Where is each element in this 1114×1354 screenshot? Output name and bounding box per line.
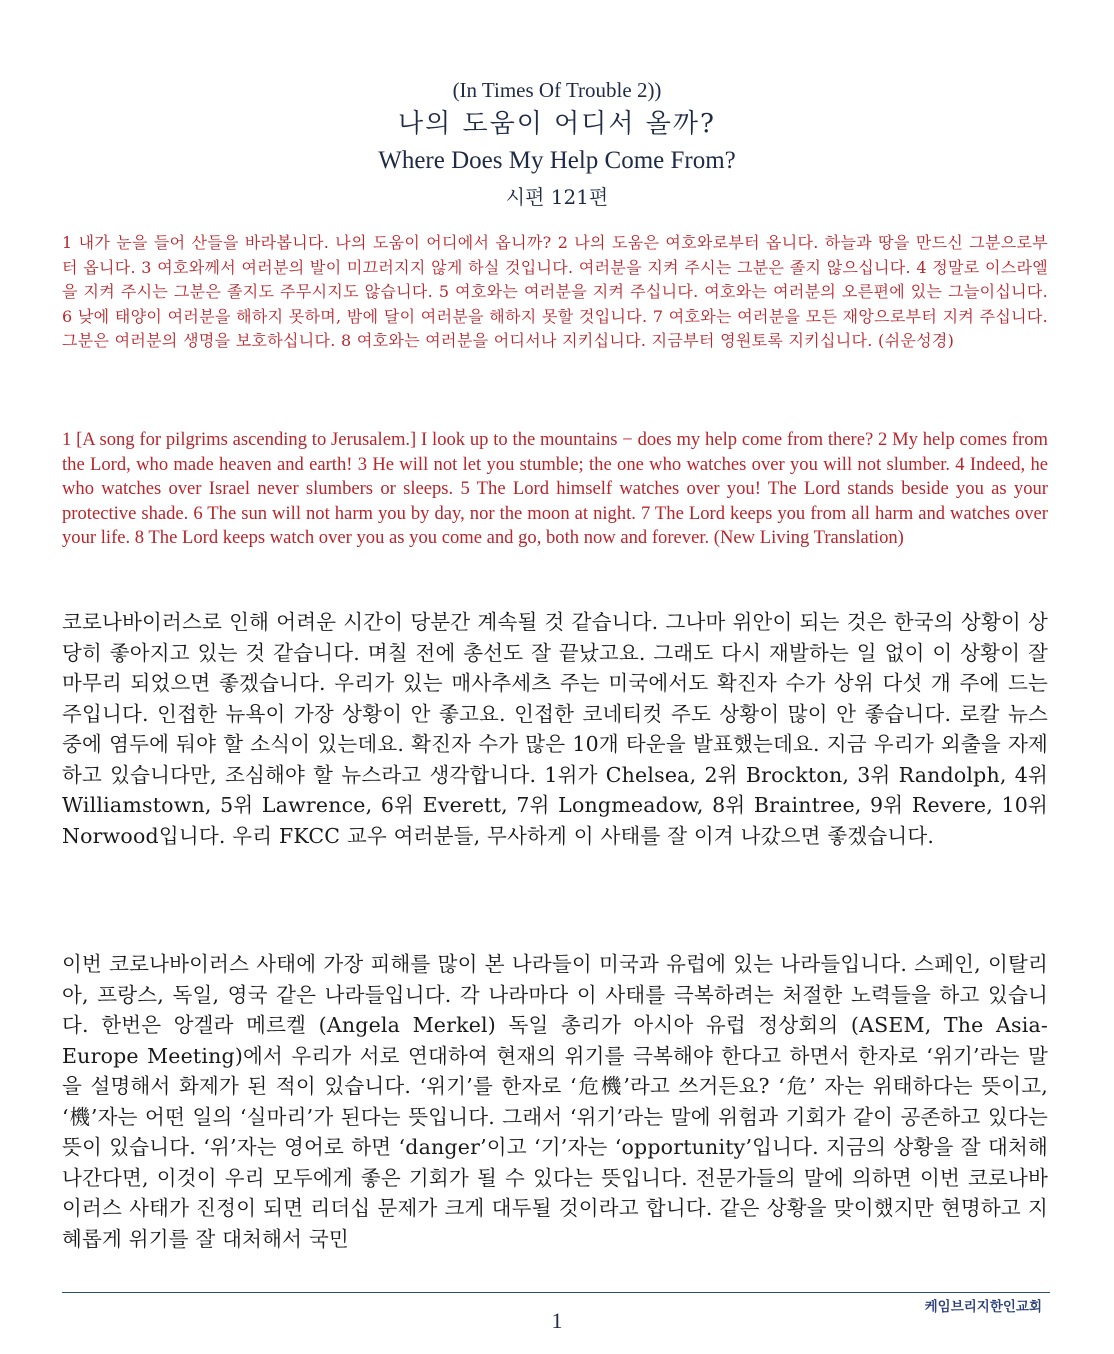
body-paragraph-2: 이번 코로나바이러스 사태에 가장 피해를 많이 본 나라들이 미국과 유럽에 있는 나라들입니다. 스페인, 이탈리아, 프랑스, 독일, 영국 같은 나라들입니다. 각 나라마다 이 사태를 극복하려는 처절한 노력들을 하고 있습니다. 한번은 앙겔라 메르켈 (Angela Merkel) 독일 총리가 아시아 유럽 정상회의 (ASEM, The Asia-Europe Meeting)에서 우리가 서로 연대하여 현재의 위기를 극복해야 한다고 하면서 한자로 ‘위기’라는 말을 설명해서 화제가 된 적이 있습니다. ‘위기’를 한자로 ‘危機’라고 쓰거든요? ‘危’ 자는 위태하다는 뜻이고, ‘機’자는 어떤 일의 ‘실마리’가 된다는 뜻입니다. 그래서 ‘위기’라는 말에 위험과 기회가 같이 공존하고 있다는 뜻이 있습니다. ‘위’자는 영어로 하면 ‘danger’이고 ‘기’자는 ‘opportunity’입니다. 지금의 상황을 잘 대처해 나간다면, 이것이 우리 모두에게 좋은 기회가 될 수 있다는 뜻입니다. 전문가들의 말에 의하면 이번 코로나바이러스 사태가 진정이 되면 리더십 문제가 크게 대두될 것이라고 합니다. 같은 상황을 맞이했지만 현명하고 지혜롭게 위기를 잘 대처해서 국민 <box>62 952 1048 1251</box>
page-number: 1 <box>551 1308 563 1333</box>
sermon-header <box>0 76 1114 212</box>
series-title: (In Times Of Trouble 2)) <box>452 78 662 102</box>
scripture-reference: 시편 121편 <box>505 185 609 209</box>
footer-church-name: 케임브리지한인교회 <box>924 1299 1042 1315</box>
footer-divider <box>62 1292 1050 1293</box>
body-paragraph-1: 코로나바이러스로 인해 어려운 시간이 당분간 계속될 것 같습니다. 그나마 위안이 되는 것은 한국의 상황이 상당히 좋아지고 있는 것 같습니다. 며칠 전에 총선도 잘 끝났고요. 그래도 다시 재발하는 일 없이 이 상황이 잘 마무리 되었으면 좋겠습니다. 우리가 있는 매사추세츠 주는 미국에서도 확진자 수가 상위 다섯 개 주에 드는 주입니다. 인접한 뉴욕이 가장 상황이 안 좋고요. 인접한 코네티컷 주도 상황이 많이 안 좋습니다. 로칼 뉴스 중에 염두에 둬야 할 소식이 있는데요. 확진자 수가 많은 10개 타운을 발표했는데요. 지금 우리가 외출을 자제하고 있습니다만, 조심해야 할 뉴스라고 생각합니다. 1위가 Chelsea, 2위 Brockton, 3위 Randolph, 4위 Williamstown, 5위 Lawrence, 6위 Everett, 7위 Longmeadow, 8위 Braintree, 9위 Revere, 10위 Norwood입니다. 우리 FKCC 교우 여러분들, 무사하게 이 사태를 잘 이겨 나갔으면 좋겠습니다. <box>62 610 1048 848</box>
scripture-passage-english: 1 [A song for pilgrims ascending to Jerusalem.] I look up to the mountains − does my help come from there? 2 My help comes from the Lord, who made heaven and earth! 3 He will not let you stumble; the one who watches over you will not slumber. 4 Indeed, he who watches over Israel never slumbers or sleeps. 5 The Lord himself watches over you! The Lord stands beside you as your protective shade. 6 The sun will not harm you by day, nor the moon at night. 7 The Lord keeps you from all harm and watches over your life. 8 The Lord keeps watch over you as you come and go, both now and forever. (New Living Translation) <box>62 429 1048 548</box>
sermon-title-korean: 나의 도움이 어디서 올까? <box>398 109 716 139</box>
scripture-passage-korean: 1 내가 눈을 들어 산들을 바라봅니다. 나의 도움이 어디에서 옵니까? 2 나의 도움은 여호와로부터 옵니다. 하늘과 땅을 만드신 그분으로부터 옵니다. 3 여호와께서 여러분의 발이 미끄러지지 않게 하실 것입니다. 여러분을 지켜 주시는 그분은 졸지 않으십니다. 4 정말로 이스라엘을 지켜 주시는 그분은 졸지도 주무시지도 않습니다. 5 여호와는 여러분을 지켜 주십니다. 여호와는 여러분의 오른편에 있는 그늘이십니다. 6 낮에 태양이 여러분을 해하지 못하며, 밤에 달이 여러분을 해하지 못할 것입니다. 7 여호와는 여러분을 모든 재앙으로부터 지켜 주십니다. 그분은 여러분의 생명을 보호하십니다. 8 여호와는 여러분을 어디서나 지키십니다. 지금부터 영원토록 지키십니다. (쉬운성경) <box>62 233 1048 350</box>
sermon-title-english: Where Does My Help Come From? <box>378 147 736 174</box>
